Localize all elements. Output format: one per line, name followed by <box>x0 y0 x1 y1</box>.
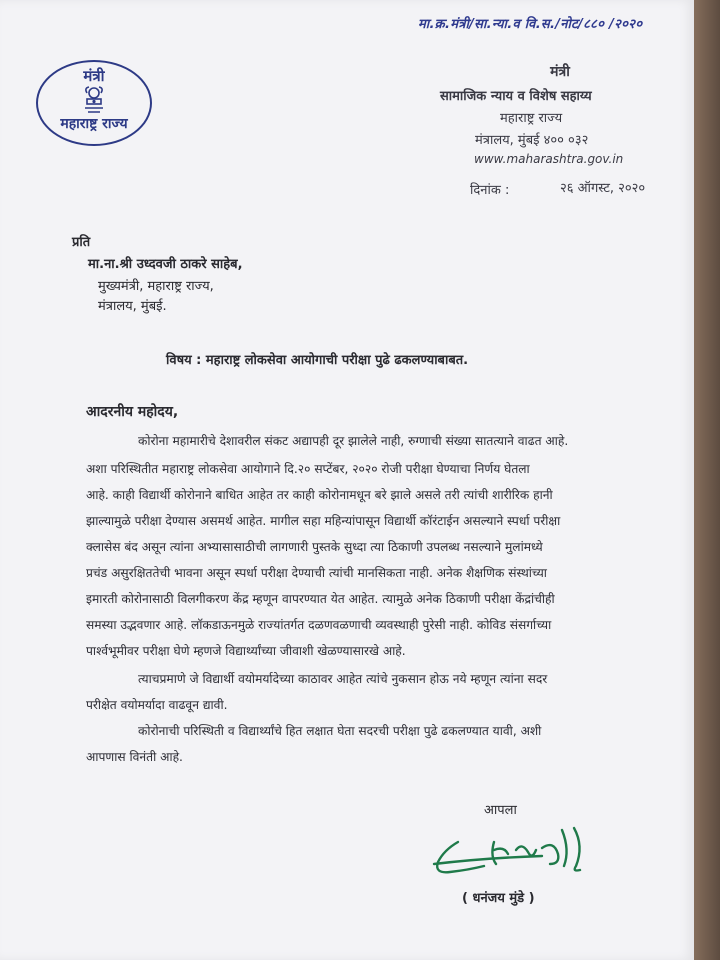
date-value: २६ ऑगस्ट, २०२० <box>560 181 646 196</box>
handwritten-signature <box>424 820 604 892</box>
letterhead-department: सामाजिक न्याय व विशेष सहाय्य <box>440 89 592 104</box>
body-line: पार्श्वभूमीवर परीक्षा घेणे म्हणजे विद्यार्थ्यांच्या जीवाशी खेळण्यासारखे आहे. <box>86 644 406 658</box>
letter-subject: विषय : महाराष्ट्र लोकसेवा आयोगाची परीक्षा पुढे ढकलण्याबाबत. <box>166 353 469 368</box>
recipient-label: प्रति <box>72 235 91 250</box>
signatory-name: ( धनंजय मुंडे ) <box>462 891 535 906</box>
body-line: झाल्यामुळे परीक्षा देण्यास असमर्थ आहेत. मागील सहा महिन्यांपासून विद्यार्थी कॉरंटाईन असल्याने स्पर्धा परीक्षा <box>86 514 561 528</box>
letterhead-title: मंत्री <box>550 64 570 80</box>
recipient-name: मा.ना.श्री उध्दवजी ठाकरे साहेब, <box>88 257 243 272</box>
letterhead-website: www.maharashtra.gov.in <box>474 152 624 166</box>
body-line: अशा परिस्थितीत महाराष्ट्र लोकसेवा आयोगाने दि.२० सप्टेंबर, २०२० रोजी परीक्षा घेण्याचा निर्णय घेतला <box>86 462 530 476</box>
body-line: परीक्षेत वयोमर्यादा वाढवून द्यावी. <box>86 698 228 712</box>
seal-bottom-text: महाराष्ट्र राज्य <box>60 116 128 132</box>
ashoka-emblem-icon <box>78 86 110 114</box>
body-line: समस्या उद्भवणार आहे. लॉकडाऊनमुळे राज्यांतर्गत दळणवळणाची व्यवस्थाही पुरेसी नाही. कोविड संसर्गाच्या <box>86 618 552 632</box>
body-line: त्याचप्रमाणे जे विद्यार्थी वयोमर्यादेच्या काठावर आहेत त्यांचे नुकसान होऊ नये म्हणून त्यांना सदर <box>138 672 548 686</box>
body-line: आहे. काही विद्यार्थी कोरोनाने बाधित आहेत तर काही कोरोनामधून बरे झाले असले तरी त्यांची शारीरिक हानी <box>86 488 553 502</box>
closing: आपला <box>484 803 517 818</box>
recipient-line: मंत्रालय, मुंबई. <box>98 299 167 314</box>
body-line: कोरोनाची परिस्थिती व विद्यार्थ्यांचे हित लक्षात घेता सदरची परीक्षा पुढे ढकलण्यात यावी, अशी <box>138 724 542 738</box>
salutation: आदरनीय महोदय, <box>86 404 179 420</box>
seal-top-text: मंत्री <box>83 67 105 85</box>
date-label: दिनांक : <box>470 183 510 198</box>
body-line: इमारती कोरोनासाठी विलगीकरण केंद्र म्हणून वापरण्यात येत आहेत. त्यामुळे अनेक ठिकाणी परीक्षा केंद्रांचीही <box>86 592 555 606</box>
letterhead-address: मंत्रालय, मुंबई ४०० ०३२ <box>475 133 589 148</box>
recipient-line: मुख्यमंत्री, महाराष्ट्र राज्य, <box>98 279 214 294</box>
body-line: प्रचंड असुरक्षिततेची भावना असून स्पर्धा परीक्षा देण्याची त्यांची मानसिकता नाही. अनेक शैक्षणिक संस्थांच्या <box>86 566 547 580</box>
reference-number: मा.क्र.मंत्री/सा.न्या.व वि.स./नोट/८८० /२०२० <box>418 17 643 32</box>
body-line: आपणास विनंती आहे. <box>86 750 183 764</box>
ministry-seal <box>36 60 152 146</box>
body-line: कोरोना महामारीचे देशावरील संकट अद्यापही दूर झालेले नाही, रुग्णाची संख्या सातत्याने वाढत आहे. <box>138 434 569 448</box>
body-line: क्लासेस बंद असून त्यांना अभ्यासासाठीची लागणारी पुस्तके सुध्दा त्या ठिकाणी उपलब्ध नसल्याने मुलांमध्ये <box>86 540 543 554</box>
letterhead-state: महाराष्ट्र राज्य <box>500 111 563 126</box>
